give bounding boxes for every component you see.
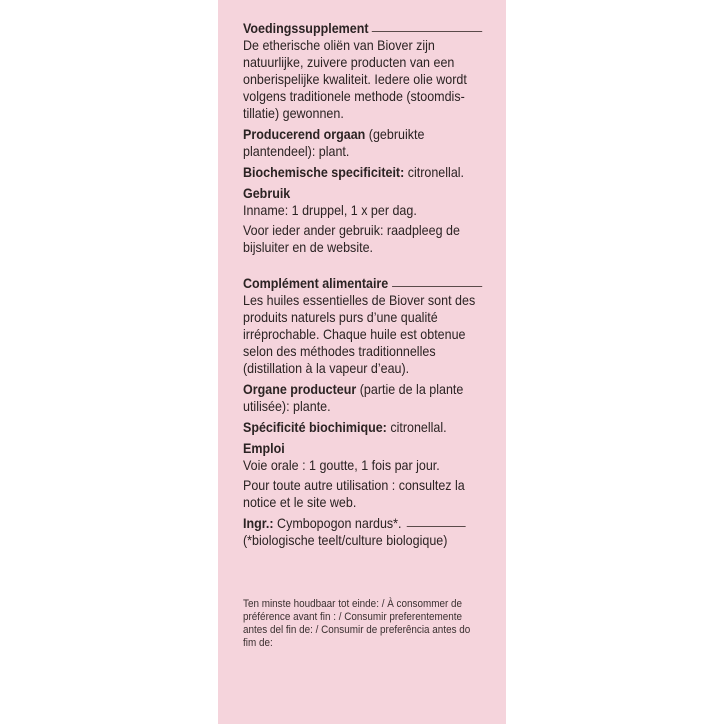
nl-use-label: Gebruik (243, 186, 291, 201)
fr-use-line1: Voie orale : 1 goutte, 1 fois par jour. (243, 458, 440, 473)
nl-spec (243, 164, 482, 181)
fr-spec-value: citronellal. (386, 420, 447, 435)
fr-heading (243, 275, 482, 292)
nl-heading (243, 20, 482, 37)
nl-organ (243, 126, 482, 160)
ingredients-label: Ingr.: (243, 516, 274, 531)
label-panel (218, 0, 506, 724)
fr-organ (243, 381, 482, 415)
fr-intro: Les huiles essentielles de Biover sont des produits naturels purs d’une qualité irréprochable. Chaque huile est obtenue selon des méthodes traditionnelles (distillation à la vapeur d’eau). (243, 293, 476, 376)
label-content (243, 20, 482, 549)
fr-organ-label: Organe producteur (243, 382, 357, 397)
nl-intro: De etherische oliën van Biover zijn natuurlijke, zuivere producten van een onberispelijke kwaliteit. Iedere olie wordt volgens traditionele methode (stoomdis-tillatie) gewonnen. (243, 38, 467, 121)
ingredients-value: Cymbopogon nardus*. (273, 516, 402, 531)
nl-title: Voedingssupplement (243, 21, 369, 36)
nl-organ-value: (gebruikte plantendeel): plant. (243, 127, 425, 159)
fr-organ-value: (partie de la plante utilisée): plante. (243, 382, 464, 414)
ingredients-note: (*biologische teelt/culture biologique) (243, 533, 448, 548)
best-before-text: Ten minste houdbaar tot einde: / À consommer de préférence avant fin : / Consumir preferentemente antes del fin de: / Consumir de preferência antes do fim de: (243, 598, 471, 649)
fr-spec-label: Spécificité biochimique: (243, 420, 387, 435)
nl-use-line1: Inname: 1 druppel, 1 x per dag. (243, 203, 417, 218)
fr-heading-rule (392, 286, 482, 287)
fr-use-label: Emploi (243, 441, 285, 456)
ingredients-rule (407, 526, 466, 527)
nl-heading-rule (372, 31, 482, 32)
nl-spec-value: citronellal. (404, 165, 465, 180)
nl-spec-label: Biochemische specificiteit: (243, 165, 405, 180)
fr-title: Complément alimentaire (243, 276, 389, 291)
nl-organ-label: Producerend orgaan (243, 127, 366, 142)
ingredients-row (243, 515, 482, 532)
fr-use-line2: Pour toute autre utilisation : consultez la notice et le site web. (243, 478, 465, 510)
fr-spec (243, 419, 482, 436)
nl-use-line2: Voor ieder ander gebruik: raadpleeg de bijsluiter en de website. (243, 223, 460, 255)
